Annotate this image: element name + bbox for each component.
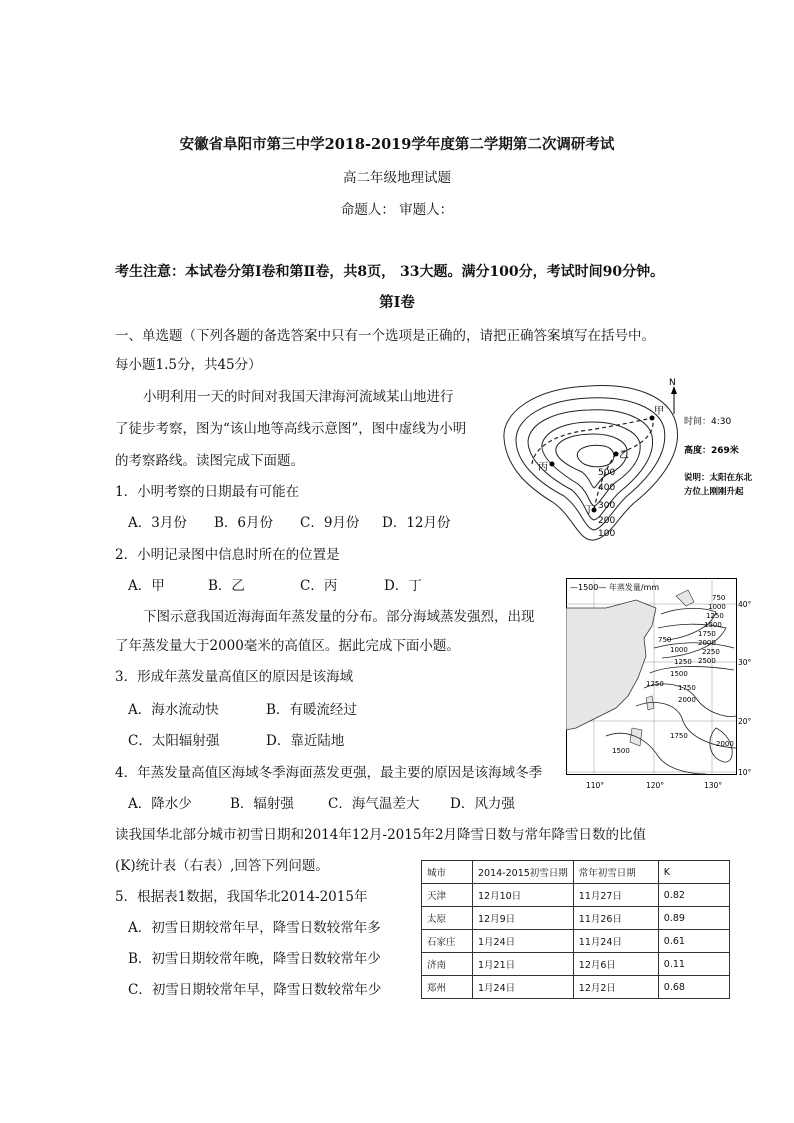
point-bing — [550, 462, 555, 467]
table-cell: 石家庄 — [422, 930, 473, 953]
intro1-line3: 的考察路线。读图完成下面题。 — [115, 453, 304, 469]
option[interactable]: B．6月份 — [214, 515, 274, 531]
exam-subtitle: 高二年级地理试题 — [343, 170, 451, 186]
intro2-line2: 了年蒸发量大于2000毫米的高值区。据此完成下面小题。 — [115, 638, 460, 654]
option[interactable]: A．降水少 — [128, 796, 192, 812]
contour-label: 100 — [598, 529, 616, 539]
isoline-label: 2000 — [698, 639, 716, 647]
isoline-label: 2500 — [698, 657, 716, 665]
option[interactable]: A．初雪日期较常年早，降雪日数较常年多 — [128, 920, 381, 936]
lon-label: 120° — [646, 781, 665, 790]
isoline-label: 750 — [712, 594, 726, 602]
exam-authors: 命题人： 审题人： — [340, 202, 454, 218]
table-cell: 12月10日 — [473, 884, 574, 907]
isoline-label: 1500 — [612, 747, 630, 755]
table-header-cell: 2014-2015初雪日期 — [473, 861, 574, 884]
intro1-line1: 小明利用一天的时间对我国天津海河流域某山地进行 — [143, 389, 454, 405]
table-cell: 0.61 — [658, 930, 729, 953]
label-ding: 丁 — [584, 505, 594, 516]
exam-title: 安徽省阜阳市第三中学2018-2019学年度第二学期第二次调研考试 — [179, 136, 615, 153]
intro3-line1: 读我国华北部分城市初雪日期和2014年12月-2015年2月降雪日数与常年降雪日数的比值 — [115, 827, 647, 843]
option[interactable]: D．风力强 — [450, 796, 515, 812]
isoline-label: 1500 — [704, 621, 722, 629]
table-cell: 0.11 — [658, 953, 729, 976]
table-row — [422, 907, 730, 930]
table-cell: 0.82 — [658, 884, 729, 907]
table-header-row — [422, 861, 730, 884]
contour-label: 400 — [598, 483, 616, 493]
table-cell: 11月26日 — [573, 907, 658, 930]
isoline-label: 1250 — [646, 680, 664, 688]
option[interactable]: B．辐射强 — [230, 796, 294, 812]
option[interactable]: C．9月份 — [300, 515, 360, 531]
isoline-label: 1750 — [698, 630, 716, 638]
table-cell: 1月24日 — [473, 930, 574, 953]
isoline-label: 1000 — [708, 603, 726, 611]
table-cell: 11月24日 — [573, 930, 658, 953]
isoline-label: 1500 — [670, 670, 688, 678]
table-row — [422, 953, 730, 976]
option[interactable]: D．12月份 — [382, 515, 451, 531]
lon-label: 130° — [704, 781, 723, 790]
table-cell: 1月24日 — [473, 976, 574, 999]
section-heading: 一、单选题（下列各题的备选答案中只有一个选项是正确的，请把正确答案填写在括号中。 — [115, 328, 655, 344]
lat-label: 30° — [738, 658, 752, 667]
contour-line — [556, 434, 627, 488]
intro2-line1: 下图示意我国近海海面年蒸发量的分布。部分海域蒸发强烈，出现 — [143, 609, 535, 625]
option[interactable]: C．初雪日期较常年早，降雪日数较常年少 — [128, 982, 382, 998]
contour-map — [494, 378, 784, 548]
info-note-1: 说明：太阳在东北 — [684, 473, 753, 483]
option[interactable]: A．海水流动快 — [128, 702, 219, 718]
info-note-2: 方位上刚刚升起 — [684, 487, 744, 497]
exam-notice: 考生注意：本试卷分第Ⅰ卷和第Ⅱ卷，共8页， 33大题。满分100分，考试时间90分钟。 — [115, 264, 665, 280]
question-2-options — [128, 574, 422, 594]
option[interactable]: A．甲 — [128, 578, 165, 594]
option[interactable]: D．靠近陆地 — [266, 733, 345, 749]
lat-label: 40° — [738, 600, 752, 609]
info-height: 高度：269米 — [684, 446, 739, 456]
isoline-label: 1750 — [678, 684, 696, 692]
table-header-cell: 常年初雪日期 — [573, 861, 658, 884]
section-heading-cont: 每小题1.5分，共45分） — [115, 357, 262, 373]
table-cell: 12月6日 — [573, 953, 658, 976]
question-1-stem: 1．小明考察的日期最有可能在 — [115, 484, 300, 500]
question-5-stem: 5．根据表1数据，我国华北2014-2015年 — [115, 889, 368, 905]
evaporation-map — [566, 578, 756, 792]
option[interactable]: D．丁 — [384, 578, 422, 594]
table-cell: 12月2日 — [573, 976, 658, 999]
lat-label: 20° — [738, 717, 752, 726]
table-cell: 12月9日 — [473, 907, 574, 930]
question-4-stem: 4．年蒸发量高值区海域冬季海面蒸发更强，最主要的原因是该海域冬季 — [115, 765, 543, 781]
table-row — [422, 930, 730, 953]
option[interactable]: C．太阳辐射强 — [128, 733, 220, 749]
option[interactable]: B．有暖流经过 — [266, 702, 357, 718]
question-3-stem: 3．形成年蒸发量高值区的原因是该海域 — [115, 669, 354, 685]
contour-label: 500 — [598, 468, 616, 478]
option[interactable]: C．海气温差大 — [328, 796, 420, 812]
isoline-label: 2000 — [716, 740, 734, 748]
option[interactable]: B．乙 — [208, 578, 245, 594]
isoline-label: 2250 — [702, 648, 720, 656]
contour-label: 200 — [598, 516, 616, 526]
option[interactable]: B．初雪日期较常年晚，降雪日数较常年少 — [128, 951, 381, 967]
table-cell: 郑州 — [422, 976, 473, 999]
snow-data-table — [421, 860, 730, 999]
isoline-label: 1250 — [706, 612, 724, 620]
contour-line — [577, 445, 614, 467]
question-4-options — [128, 792, 515, 812]
lon-label: 110° — [586, 781, 605, 790]
question-3-options-row2 — [128, 729, 344, 749]
contour-line — [542, 422, 640, 506]
evaporation-map-figure — [566, 578, 756, 792]
label-yi: 乙 — [619, 450, 629, 461]
option[interactable]: C．丙 — [300, 578, 338, 594]
table-cell: 太原 — [422, 907, 473, 930]
table-cell: 0.89 — [658, 907, 729, 930]
table-row — [422, 884, 730, 907]
table-header-cell: 城市 — [422, 861, 473, 884]
table-cell: 天津 — [422, 884, 473, 907]
table-row — [422, 976, 730, 999]
question-2-stem: 2．小明记录图中信息时所在的位置是 — [115, 547, 340, 563]
table-cell: 济南 — [422, 953, 473, 976]
volume-title: 第Ⅰ卷 — [379, 294, 415, 311]
table-cell: 0.68 — [658, 976, 729, 999]
table-cell: 11月27日 — [573, 884, 658, 907]
point-yi — [614, 452, 619, 457]
label-jia: 甲 — [654, 406, 664, 417]
question-1-options — [128, 511, 451, 531]
map-legend: —1500— 年蒸发量/mm — [570, 583, 660, 592]
isoline-label: 750 — [658, 636, 672, 644]
intro3-line2: (K)统计表（右表）,回答下列问题。 — [115, 858, 329, 874]
table-cell: 1月21日 — [473, 953, 574, 976]
info-time: 时间：4:30 — [684, 417, 732, 427]
lat-label: 10° — [738, 768, 752, 777]
contour-map-figure — [494, 378, 784, 548]
label-bing: 丙 — [538, 462, 548, 473]
table-header-cell: K — [658, 861, 729, 884]
intro1-line2: 了徒步考察，图为“该山地等高线示意图”，图中虚线为小明 — [115, 421, 467, 437]
contour-label: 300 — [598, 501, 616, 511]
question-3-options-row1 — [128, 698, 357, 718]
isoline-label: 1000 — [670, 646, 688, 654]
isoline-label: 1250 — [674, 658, 692, 666]
isoline-label: 2000 — [678, 696, 696, 704]
north-label: N — [669, 378, 676, 388]
isoline-label: 1750 — [670, 732, 688, 740]
option[interactable]: A．3月份 — [128, 515, 187, 531]
